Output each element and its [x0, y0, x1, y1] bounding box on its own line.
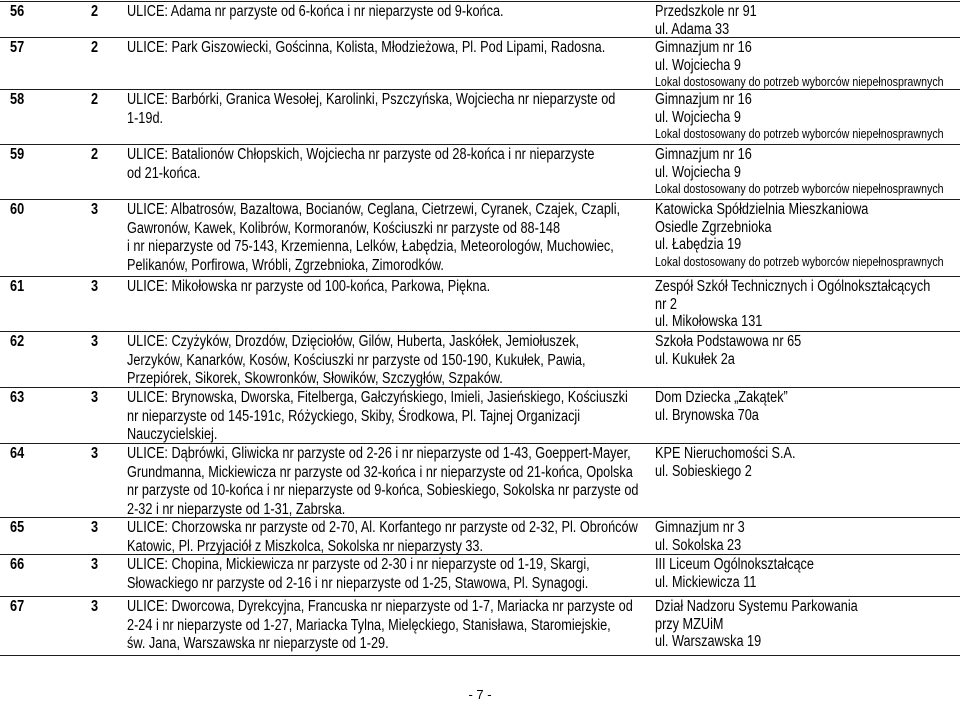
street-line: [127, 238, 649, 257]
station-number-text: 65: [10, 519, 25, 536]
district-value: [91, 598, 121, 617]
address-line-text: ul. Wojciecha 9: [655, 163, 741, 181]
street-line-text: i nr nieparzyste od 75-143, Krzemienna, Lelków, Łabędzia, Meteorologów, Muchowiec,: [127, 238, 614, 255]
district-value-text: 3: [91, 598, 99, 615]
polling-station-address: [655, 389, 956, 424]
street-line: [127, 617, 649, 636]
address-line: [655, 351, 956, 369]
address-line: [655, 201, 956, 219]
district-value: [91, 201, 121, 220]
street-line-text: Jerzyków, Kanarków, Kosów, Kościuszki nr parzyste od 150-190, Kukułek, Pawia,: [127, 351, 586, 369]
polling-station-address: [655, 519, 956, 554]
station-number-text: 63: [10, 389, 25, 406]
accessibility-note: [655, 254, 956, 269]
address-line-text: ul. Łabędzia 19: [655, 236, 742, 253]
street-line: [127, 370, 649, 389]
district-value-text: 3: [91, 389, 99, 406]
street-line: [127, 3, 649, 22]
address-line: [655, 21, 956, 39]
station-number-text: 64: [10, 445, 25, 462]
street-line: [127, 445, 649, 464]
accessibility-note: [655, 181, 956, 196]
district-number: [91, 389, 121, 408]
district-value: [91, 556, 121, 575]
district-value: [91, 146, 121, 165]
station-number: [10, 278, 70, 297]
address-line-text: III Liceum Ogólnokształcące: [655, 556, 814, 573]
street-line: [127, 426, 649, 445]
polling-station-number: [10, 389, 70, 408]
address-line: [655, 57, 956, 75]
polling-station-number: [10, 3, 70, 22]
street-line: [127, 598, 649, 617]
district-number: [91, 201, 121, 220]
station-number-text: 62: [10, 333, 25, 350]
polling-station-address: [655, 146, 956, 196]
street-line: [127, 556, 649, 575]
station-number-text: 56: [10, 3, 25, 20]
address-line: [655, 219, 956, 237]
address-line-text: ul. Warszawska 19: [655, 633, 762, 650]
table-row: [0, 443, 960, 517]
address-line-text: ul. Mikołowska 131: [655, 313, 763, 330]
polling-station-number: [10, 39, 70, 58]
table-row: [0, 1, 960, 37]
table-row: [0, 517, 960, 554]
street-line-text: ULICE: Batalionów Chłopskich, Wojciecha nr parzyste od 28-końca i nr nieparzyste: [127, 146, 595, 163]
street-line-text: Pelikanów, Porfirowa, Wróbli, Zgrzebnioka, Zimorodków.: [127, 256, 444, 274]
address-line-text: Katowicka Spółdzielnia Mieszkaniowa: [655, 201, 869, 218]
polling-station-address: [655, 556, 956, 591]
district-number: [91, 3, 121, 22]
streets-list: [127, 333, 649, 389]
address-line: [655, 389, 956, 407]
street-line: [127, 146, 649, 165]
station-number: [10, 201, 70, 220]
station-number: [10, 39, 70, 58]
table-row: [0, 89, 960, 144]
street-line-text: ULICE: Chopina, Mickiewicza nr parzyste od 2-30 i nr nieparzyste od 1-19, Skargi,: [127, 556, 590, 573]
street-line-text: ULICE: Czyżyków, Drozdów, Dzięciołów, Gilów, Huberta, Jaskółek, Jemiołuszek,: [127, 333, 580, 350]
street-line: [127, 464, 649, 483]
station-number: [10, 445, 70, 464]
station-number-text: 60: [10, 201, 25, 218]
polling-station-address: [655, 278, 956, 331]
street-line: [127, 201, 649, 220]
street-line-text: ULICE: Barbórki, Granica Wesołej, Karolinki, Pszczyńska, Wojciecha nr nieparzyste od: [127, 91, 616, 108]
address-line-text: nr 2: [655, 295, 677, 313]
address-line-text: ul. Kukułek 2a: [655, 350, 735, 368]
street-line: [127, 333, 649, 352]
district-number: [91, 333, 121, 352]
polling-station-address: [655, 3, 956, 38]
streets-list: [127, 39, 649, 58]
polling-station-address: [655, 201, 956, 269]
address-line-text: Przedszkole nr 91: [655, 3, 757, 20]
polling-station-address: [655, 39, 956, 89]
street-line: [127, 257, 649, 276]
street-line: [127, 91, 649, 110]
streets-list: [127, 278, 649, 297]
street-line: [127, 165, 649, 184]
address-line: [655, 556, 956, 574]
street-line: [127, 519, 649, 538]
address-line: [655, 598, 956, 616]
table-row: [0, 554, 960, 596]
streets-list: [127, 556, 649, 593]
district-value: [91, 333, 121, 352]
polling-station-address: [655, 91, 956, 141]
station-number: [10, 519, 70, 538]
polling-station-number: [10, 556, 70, 575]
address-line: [655, 463, 956, 481]
district-value-text: 3: [91, 201, 99, 218]
street-line: [127, 389, 649, 408]
street-line: [127, 220, 649, 239]
address-line: [655, 39, 956, 57]
station-number: [10, 556, 70, 575]
table-row: [0, 596, 960, 656]
address-line-text: ul. Brynowska 70a: [655, 406, 759, 424]
street-line-text: Przepiórek, Sikorek, Skowronków, Słowików, Szczygłów, Szpaków.: [127, 370, 503, 387]
district-value: [91, 445, 121, 464]
polling-station-number: [10, 91, 70, 110]
station-number-text: 57: [10, 39, 25, 56]
address-line-text: ul. Wojciecha 9: [655, 56, 741, 74]
station-number-text: 66: [10, 556, 25, 573]
street-line-text: nr nieparzyste od 145-191c, Różyckiego, Skiby, Środkowa, Pl. Tajnej Organizacji: [127, 407, 581, 425]
street-line-text: 2-32 i nr nieparzyste od 1-31, Zabrska.: [127, 500, 346, 518]
district-value-text: 3: [91, 519, 99, 536]
accessibility-note-text: Lokal dostosowany do potrzeb wyborców niepełnosprawnych: [655, 253, 944, 269]
polling-districts-table: [0, 1, 960, 656]
address-line: [655, 519, 956, 537]
polling-station-number: [10, 333, 70, 352]
accessibility-note-text: Lokal dostosowany do potrzeb wyborców niepełnosprawnych: [655, 181, 944, 196]
station-number-text: 67: [10, 598, 25, 615]
polling-station-number: [10, 201, 70, 220]
district-number: [91, 91, 121, 110]
district-number: [91, 278, 121, 297]
address-line-text: ul. Sobieskiego 2: [655, 462, 752, 480]
district-number: [91, 445, 121, 464]
address-line: [655, 333, 956, 351]
station-number: [10, 91, 70, 110]
district-value-text: 2: [91, 91, 99, 108]
table-row: [0, 331, 960, 387]
address-line: [655, 445, 956, 463]
street-line-text: ULICE: Dworcowa, Dyrekcyjna, Francuska nr nieparzyste od 1-7, Mariacka nr parzyste od: [127, 598, 633, 615]
address-line: [655, 164, 956, 182]
address-line: [655, 633, 956, 651]
district-value: [91, 3, 121, 22]
address-line-text: Szkoła Podstawowa nr 65: [655, 333, 802, 350]
table-row: [0, 387, 960, 443]
street-line-text: ULICE: Park Giszowiecki, Gościnna, Kolista, Młodzieżowa, Pl. Pod Lipami, Radosna.: [127, 39, 606, 56]
street-line: [127, 39, 649, 58]
polling-station-number: [10, 445, 70, 464]
table-row: [0, 199, 960, 276]
district-value-text: 3: [91, 333, 99, 350]
address-line-text: Gimnazjum nr 3: [655, 519, 745, 536]
address-line-text: przy MZUiM: [655, 615, 724, 633]
address-line-text: ul. Adama 33: [655, 20, 730, 38]
polling-station-address: [655, 333, 956, 368]
street-line-text: św. Jana, Warszawska nr nieparzyste od 1-29.: [127, 635, 389, 652]
address-line: [655, 537, 956, 555]
streets-list: [127, 91, 649, 128]
polling-station-number: [10, 278, 70, 297]
address-line-text: ul. Mickiewicza 11: [655, 573, 757, 591]
address-line-text: ul. Wojciecha 9: [655, 108, 741, 126]
streets-list: [127, 598, 649, 654]
station-number: [10, 3, 70, 22]
address-line-text: ul. Sokolska 23: [655, 536, 742, 554]
address-line: [655, 296, 956, 314]
station-number: [10, 598, 70, 617]
street-line-text: Gawronów, Kawek, Kolibrów, Kormoranów, Kościuszki nr parzyste od 88-148: [127, 219, 561, 237]
street-line: [127, 110, 649, 129]
street-line: [127, 635, 649, 654]
station-number-text: 59: [10, 146, 25, 163]
district-value: [91, 389, 121, 408]
address-line-text: Dział Nadzoru Systemu Parkowania: [655, 598, 858, 615]
streets-list: [127, 519, 649, 556]
address-line: [655, 616, 956, 634]
street-line-text: Katowic, Pl. Przyjaciół z Miszkolca, Sokolska nr nieparzysty 33.: [127, 537, 484, 555]
district-number: [91, 598, 121, 617]
address-line: [655, 91, 956, 109]
street-line: [127, 575, 649, 594]
district-number: [91, 39, 121, 58]
district-value-text: 3: [91, 556, 99, 573]
address-line-text: Gimnazjum nr 16: [655, 91, 752, 108]
polling-station-address: [655, 445, 956, 480]
station-number: [10, 389, 70, 408]
polling-station-address: [655, 598, 956, 651]
table-row: [0, 276, 960, 331]
polling-station-number: [10, 519, 70, 538]
accessibility-note: [655, 126, 956, 141]
accessibility-note-text: Lokal dostosowany do potrzeb wyborców niepełnosprawnych: [655, 126, 944, 141]
polling-station-number: [10, 146, 70, 165]
station-number: [10, 146, 70, 165]
street-line: [127, 278, 649, 297]
street-line-text: 2-24 i nr nieparzyste od 1-27, Mariacka Tylna, Mielęckiego, Stanisława, Staromiejskie,: [127, 616, 611, 634]
district-number: [91, 146, 121, 165]
district-value: [91, 519, 121, 538]
station-number-text: 58: [10, 91, 25, 108]
table-row: [0, 144, 960, 199]
street-line: [127, 408, 649, 427]
accessibility-note: [655, 74, 956, 89]
address-line: [655, 407, 956, 425]
street-line-text: 1-19d.: [127, 109, 164, 127]
station-number-text: 61: [10, 278, 25, 295]
streets-list: [127, 201, 649, 275]
address-line-text: Gimnazjum nr 16: [655, 146, 752, 163]
polling-station-number: [10, 598, 70, 617]
address-line: [655, 278, 956, 296]
district-value-text: 3: [91, 278, 99, 295]
address-line: [655, 3, 956, 21]
address-line: [655, 236, 956, 254]
district-number: [91, 556, 121, 575]
address-line: [655, 146, 956, 164]
district-value: [91, 39, 121, 58]
streets-list: [127, 445, 649, 519]
street-line-text: ULICE: Dąbrówki, Gliwicka nr parzyste od 2-26 i nr nieparzyste od 1-43, Goeppert-Mayer,: [127, 445, 631, 462]
street-line-text: Nauczycielskiej.: [127, 426, 218, 443]
district-value-text: 3: [91, 445, 99, 462]
address-line-text: Osiedle Zgrzebnioka: [655, 218, 772, 236]
streets-list: [127, 389, 649, 445]
address-line: [655, 574, 956, 592]
street-line-text: ULICE: Mikołowska nr parzyste od 100-końca, Parkowa, Piękna.: [127, 278, 491, 295]
street-line-text: Słowackiego nr parzyste od 2-16 i nr nieparzyste od 1-25, Stawowa, Pl. Synagogi.: [127, 574, 589, 592]
street-line-text: ULICE: Brynowska, Dworska, Fitelberga, Gałczyńskiego, Imieli, Jasieńskiego, Kościuszki: [127, 389, 628, 406]
address-line-text: Zespół Szkół Technicznych i Ogólnokształcących: [655, 278, 931, 295]
street-line-text: ULICE: Chorzowska nr parzyste od 2-70, Al. Korfantego nr parzyste od 2-32, Pl. Obrońców: [127, 519, 638, 536]
district-value: [91, 278, 121, 297]
street-line-text: od 21-końca.: [127, 164, 201, 182]
street-line-text: ULICE: Albatrosów, Bazaltowa, Bocianów, Ceglana, Cietrzewi, Cyranek, Czajek, Czapli,: [127, 201, 621, 218]
street-line: [127, 482, 649, 501]
streets-list: [127, 3, 649, 22]
district-value-text: 2: [91, 39, 99, 56]
street-line-text: nr parzyste od 10-końca i nr nieparzyste od 9-końca, Sobieskiego, Sokolska nr parzyste od: [127, 482, 639, 499]
address-line: [655, 313, 956, 331]
district-value-text: 2: [91, 146, 99, 163]
district-number: [91, 519, 121, 538]
street-line-text: Grundmanna, Mickiewicza nr parzyste od 32-końca i nr nieparzyste od 21-końca, Opolska: [127, 463, 633, 481]
street-line: [127, 352, 649, 371]
address-line-text: Gimnazjum nr 16: [655, 39, 752, 56]
address-line-text: KPE Nieruchomości S.A.: [655, 445, 796, 462]
table-row: [0, 37, 960, 89]
accessibility-note-text: Lokal dostosowany do potrzeb wyborców niepełnosprawnych: [655, 74, 944, 89]
district-value-text: 2: [91, 3, 99, 20]
district-value: [91, 91, 121, 110]
streets-list: [127, 146, 649, 183]
address-line: [655, 109, 956, 127]
station-number: [10, 333, 70, 352]
page-number: - 7 -: [468, 687, 492, 702]
address-line-text: Dom Dziecka „Zakątek”: [655, 389, 788, 406]
street-line-text: ULICE: Adama nr parzyste od 6-końca i nr nieparzyste od 9-końca.: [127, 3, 504, 20]
